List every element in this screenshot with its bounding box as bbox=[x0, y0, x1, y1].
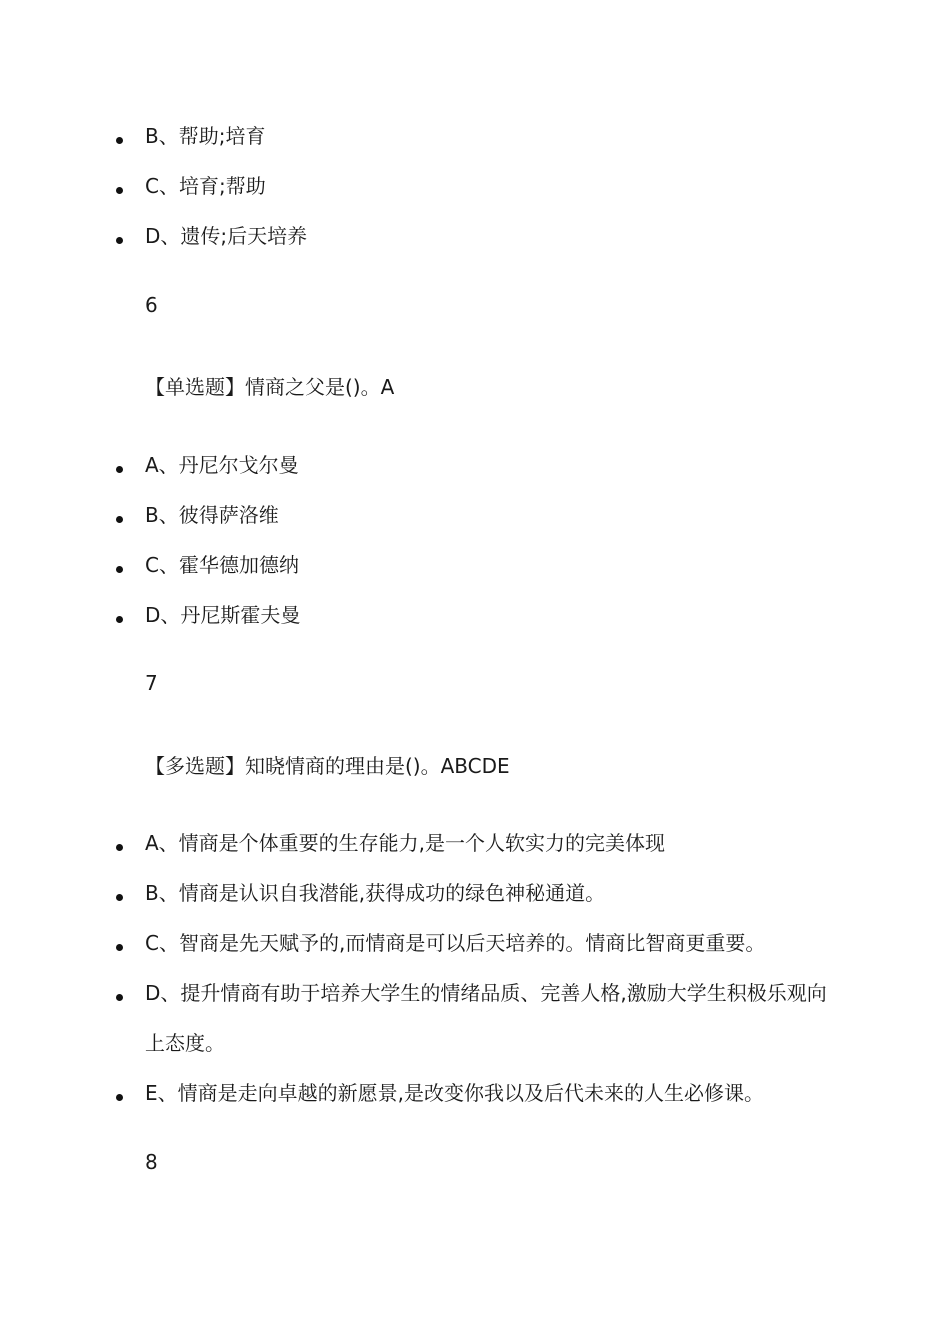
option-text: D、提升情商有助于培养大学生的情绪品质、完善人格,激励大学生积极乐观向上态度。 bbox=[145, 981, 827, 1055]
list-item bbox=[145, 590, 835, 640]
list-item bbox=[145, 440, 835, 490]
option-text: C、智商是先天赋予的,而情商是可以后天培养的。情商比智商更重要。 bbox=[145, 931, 766, 955]
list-item bbox=[145, 211, 835, 261]
question-text: 【多选题】知晓情商的理由是()。ABCDE bbox=[145, 754, 510, 778]
option-text: C、霍华德加德纳 bbox=[145, 553, 299, 577]
option-text: A、情商是个体重要的生存能力,是一个人软实力的完美体现 bbox=[145, 831, 666, 855]
question-number: 8 bbox=[145, 1150, 158, 1174]
list-item bbox=[145, 968, 835, 1068]
list-item bbox=[145, 161, 835, 211]
bullet-icon bbox=[116, 187, 123, 194]
bullet-icon bbox=[116, 944, 123, 951]
list-item bbox=[145, 540, 835, 590]
option-text: D、丹尼斯霍夫曼 bbox=[145, 603, 301, 627]
option-text: D、遗传;后天培养 bbox=[145, 224, 308, 248]
list-item bbox=[145, 111, 835, 161]
bullet-icon bbox=[116, 994, 123, 1001]
option-text: B、情商是认识自我潜能,获得成功的绿色神秘通道。 bbox=[145, 881, 606, 905]
list-item bbox=[145, 918, 835, 968]
list-item bbox=[145, 1068, 835, 1118]
bullet-icon bbox=[116, 237, 123, 244]
option-text: B、彼得萨洛维 bbox=[145, 503, 279, 527]
list-item bbox=[145, 490, 835, 540]
question-number: 7 bbox=[145, 671, 158, 695]
bullet-icon bbox=[116, 466, 123, 473]
question-number: 6 bbox=[145, 293, 158, 317]
question-text: 【单选题】情商之父是()。A bbox=[145, 375, 395, 399]
bullet-icon bbox=[116, 844, 123, 851]
bullet-icon bbox=[116, 894, 123, 901]
option-text: E、情商是走向卓越的新愿景,是改变你我以及后代未来的人生必修课。 bbox=[145, 1081, 764, 1105]
bullet-icon bbox=[116, 566, 123, 573]
bullet-icon bbox=[116, 1094, 123, 1101]
bullet-icon bbox=[116, 616, 123, 623]
list-item bbox=[145, 818, 835, 868]
bullet-icon bbox=[116, 137, 123, 144]
list-item bbox=[145, 868, 835, 918]
option-text: A、丹尼尔戈尔曼 bbox=[145, 453, 299, 477]
bullet-icon bbox=[116, 516, 123, 523]
option-text: B、帮助;培育 bbox=[145, 124, 266, 148]
option-text: C、培育;帮助 bbox=[145, 174, 266, 198]
